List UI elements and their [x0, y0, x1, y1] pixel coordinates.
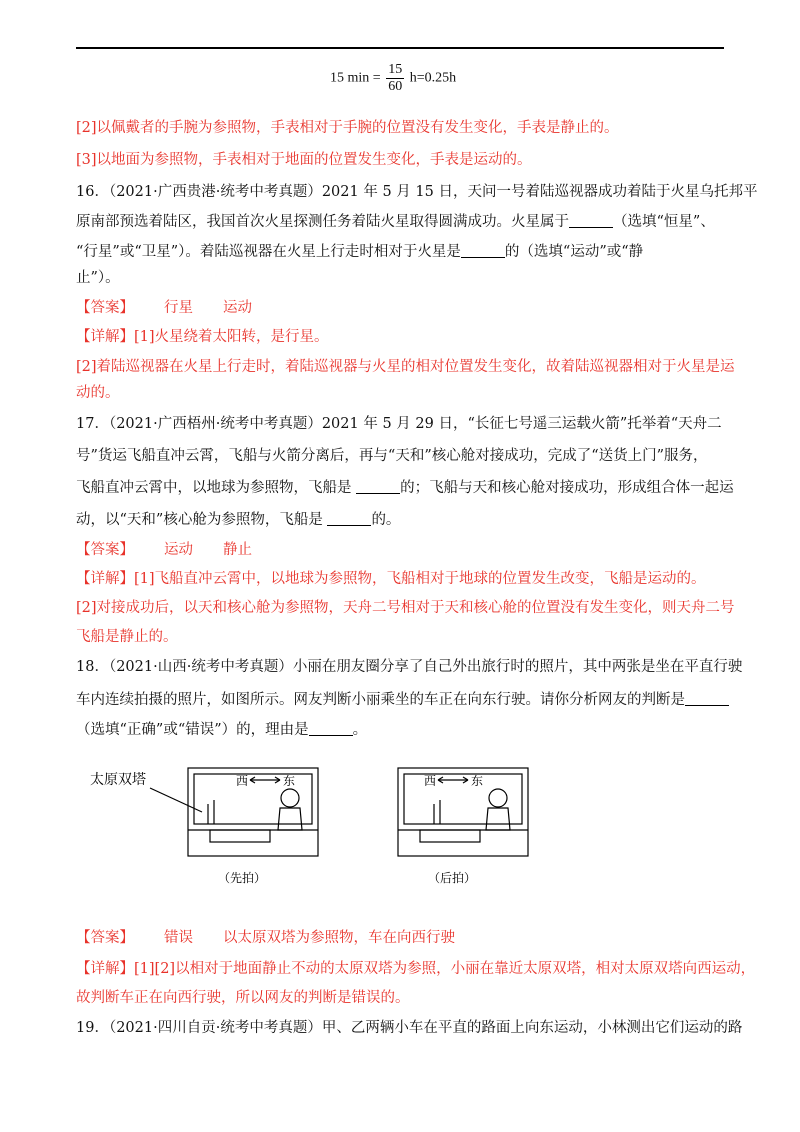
answer-2: 静止 — [223, 542, 252, 558]
west-label-right: 西 — [424, 774, 437, 788]
answer-2: 运动 — [223, 300, 252, 316]
q16-text: （选填“恒星”、 — [613, 214, 715, 230]
answer-1: 错误 — [164, 930, 193, 946]
detail-text: [1][2]以相对于地面静止不动的太原双塔为参照，小丽在靠近太原双塔，相对太原双塔向西运动， — [134, 961, 756, 977]
detail-tag: 【详解】 — [76, 329, 134, 345]
detail-text: [1]飞船直冲云霄中，以地球为参照物，飞船相对于地球的位置发生改变，飞船是运动的。 — [134, 571, 706, 587]
q16-detail-3: 动的。 — [76, 385, 120, 401]
explanation-line-3: [3]以地面为参照物，手表相对于地面的位置发生变化，手表是运动的。 — [76, 152, 532, 168]
q17-blank-2 — [327, 511, 371, 526]
q17-text: 飞船直冲云霄中，以地球为参照物，飞船是 — [76, 480, 357, 496]
q18-detail-1 — [76, 959, 756, 979]
answer-tag: 【答案】 — [76, 300, 134, 316]
east-label-right: 东 — [471, 774, 484, 788]
q16-detail-2: [2]着陆巡视器在火星上行走时，着陆巡视器与火星的相对位置发生变化，故着陆巡视器相对于火星是运 — [76, 359, 735, 375]
right-window — [404, 774, 522, 824]
west-label-left: 西 — [236, 774, 249, 788]
q16-text: “行星”或“卫星”）。着陆巡视器在火星上行走时相对于火星是 — [76, 244, 461, 260]
formula-lhs: 15 min = — [330, 70, 381, 86]
q16-line-4: 止”）。 — [76, 270, 120, 286]
q16-text: 的（选填“运动”或“静 — [504, 244, 644, 260]
q17-line-2: 号”货运飞船直冲云霄，飞船与火箭分离后，再与“天和”核心舱对接成功，完成了“送货上门”服务， — [76, 448, 708, 464]
q18-text: （选填“正确”或“错误”）的，理由是 — [76, 722, 309, 738]
fraction-numerator: 15 — [388, 62, 403, 77]
q17-detail-1 — [76, 569, 726, 589]
q17-detail-3: 飞船是静止的。 — [76, 629, 178, 645]
q16-line-2 — [76, 212, 726, 232]
q17-text: 的；飞船与天和核心舱对接成功，形成组合体一起运 — [400, 480, 734, 496]
tower-label: 太原双塔 — [90, 772, 146, 788]
q18-answer — [76, 928, 726, 948]
detail-text: [1]火星绕着太阳转，是行星。 — [134, 329, 329, 345]
q18-line-2 — [76, 690, 726, 710]
q18-blank-1 — [685, 691, 729, 706]
q17-text: 的。 — [371, 512, 401, 528]
east-label-left: 东 — [283, 774, 296, 788]
answer-tag: 【答案】 — [76, 930, 134, 946]
formula-fraction — [386, 62, 404, 95]
q17-text: 动，以“天和”核心舱为参照物，飞船是 — [76, 512, 328, 528]
fraction-denominator: 60 — [388, 79, 403, 94]
q17-line-3 — [76, 478, 734, 498]
q16-blank-1 — [569, 213, 613, 228]
formula — [330, 62, 456, 95]
q16-detail-1 — [76, 327, 726, 347]
q18-blank-2 — [309, 721, 353, 736]
q18-line-1: 18．（2021·山西·统考中考真题）小丽在朋友圈分享了自己外出旅行时的照片，其中两张是坐在平直行驶 — [76, 659, 743, 675]
caption-left: （先拍） — [218, 871, 267, 885]
detail-tag: 【详解】 — [76, 961, 134, 977]
q17-line-4 — [76, 510, 726, 530]
q16-blank-2 — [461, 243, 505, 258]
answer-tag: 【答案】 — [76, 542, 134, 558]
answer-1: 行星 — [164, 300, 193, 316]
q18-text: 。 — [352, 722, 368, 738]
q18-detail-2: 故判断车正在向西行驶，所以网友的判断是错误的。 — [76, 990, 410, 1006]
train-window-figure — [90, 760, 730, 890]
explanation-line-2: [2]以佩戴者的手腕为参照物，手表相对于手腕的位置没有发生变化，手表是静止的。 — [76, 120, 619, 136]
q17-detail-2: [2]对接成功后，以天和核心舱为参照物，天舟二号相对于天和核心舱的位置没有发生变化，则天舟二号 — [76, 600, 735, 616]
q17-line-1: 17．（2021·广西梧州·统考中考真题）2021 年 5 月 29 日，“长征七号遥三运载火箭”托举着“天舟二 — [76, 416, 722, 432]
q16-line-1: 16．（2021·广西贵港·统考中考真题）2021 年 5 月 15 日，天问一号着陆巡视器成功着陆于火星乌托邦平 — [76, 184, 758, 200]
q16-answer — [76, 298, 726, 318]
header-rule — [76, 47, 724, 49]
q16-line-3 — [76, 242, 726, 262]
q19-line-1: 19．（2021·四川自贡·统考中考真题）甲、乙两辆小车在平直的路面上向东运动，小林测出它们运动的路 — [76, 1020, 743, 1036]
q17-answer — [76, 540, 726, 560]
q16-text: 原南部预选着陆区，我国首次火星探测任务着陆火星取得圆满成功。火星属于 — [76, 214, 569, 230]
formula-rhs: h=0.25h — [409, 70, 457, 86]
q18-text: 车内连续拍摄的照片，如图所示。网友判断小丽乘坐的车正在向东行驶。请你分析网友的判断是 — [76, 692, 685, 708]
answer-1: 运动 — [164, 542, 193, 558]
detail-tag: 【详解】 — [76, 571, 134, 587]
caption-right: （后拍） — [428, 871, 477, 885]
q18-line-3 — [76, 720, 726, 740]
answer-2: 以太原双塔为参照物，车在向西行驶 — [223, 930, 455, 946]
q17-blank-1 — [356, 479, 400, 494]
